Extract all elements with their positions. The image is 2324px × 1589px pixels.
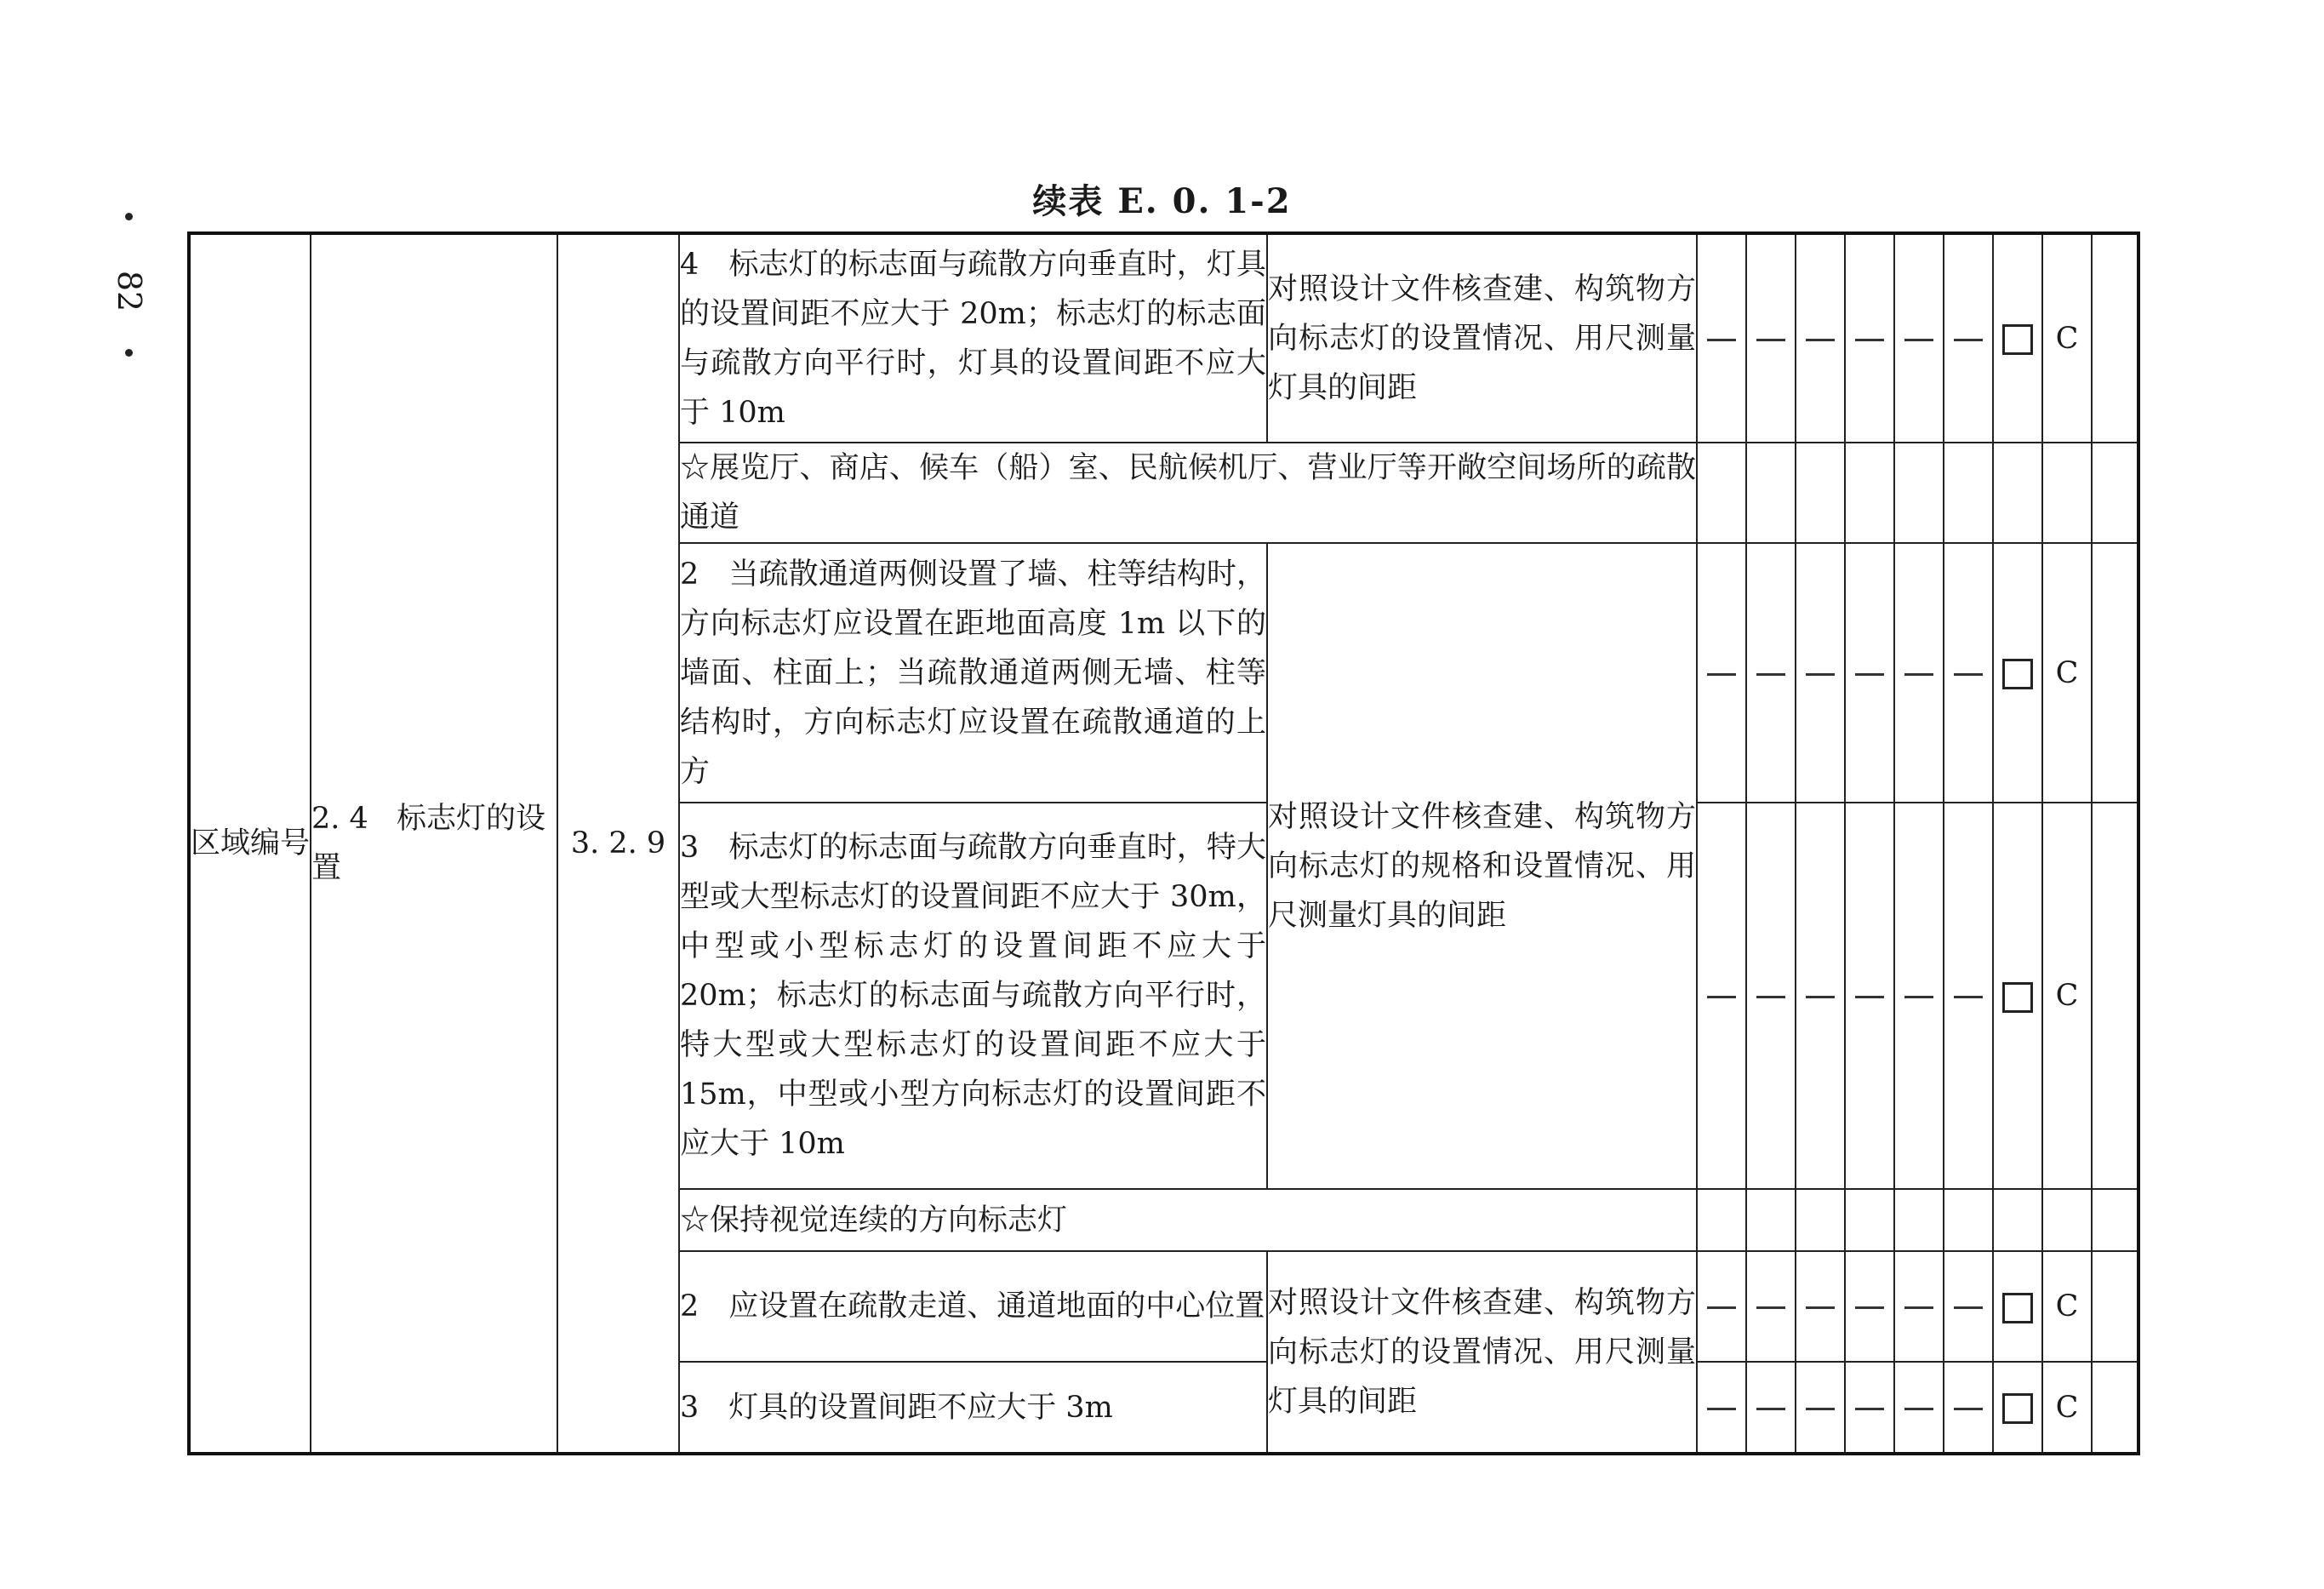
- result-dash: [1697, 1251, 1746, 1362]
- result-dash: [1697, 233, 1746, 443]
- blank-cell: [2092, 1189, 2138, 1251]
- checkbox-cell[interactable]: [1993, 803, 2042, 1189]
- blank-cell: [1944, 1189, 1993, 1251]
- page-number: [106, 213, 153, 357]
- grade-cell: C: [2042, 233, 2092, 443]
- checkbox-cell[interactable]: [1993, 1362, 2042, 1454]
- blank-cell: [2092, 543, 2138, 803]
- requirement-cell: 2 当疏散通道两侧设置了墙、柱等结构时，方向标志灯应设置在距地面高度 1m 以下的墙面、柱面上；当疏散通道两侧无墙、柱等结构时，方向标志灯应设置在疏散通道的上方: [679, 543, 1267, 803]
- blank-cell: [1796, 443, 1845, 543]
- result-dash: [1746, 803, 1796, 1189]
- method-cell: 对照设计文件核查建、构筑物方向标志灯的规格和设置情况、用尺测量灯具的间距: [1267, 543, 1697, 1189]
- result-dash: [1944, 803, 1993, 1189]
- result-dash: [1697, 543, 1746, 803]
- blank-cell: [1697, 1189, 1746, 1251]
- blank-cell: [2092, 443, 2138, 543]
- result-dash: [1796, 543, 1845, 803]
- result-dash: [1746, 233, 1796, 443]
- result-dash: [1697, 1362, 1746, 1454]
- table-row: [189, 233, 2138, 443]
- blank-cell: [1894, 1189, 1944, 1251]
- requirement-cell: 4 标志灯的标志面与疏散方向垂直时，灯具的设置间距不应大于 20m；标志灯的标志面与疏散方向平行时，灯具的设置间距不应大于 10m: [679, 233, 1267, 443]
- grade-cell: C: [2042, 803, 2092, 1189]
- checkbox[interactable]: [2002, 659, 2033, 689]
- blank-cell: [1796, 1189, 1845, 1251]
- blank-cell: [1993, 443, 2042, 543]
- result-dash: [1796, 233, 1845, 443]
- result-dash: [1845, 1362, 1894, 1454]
- method-cell: 对照设计文件核查建、构筑物方向标志灯的设置情况、用尺测量灯具的间距: [1267, 1251, 1697, 1454]
- category-cell: [311, 233, 557, 1454]
- table-title: 续表 E. 0. 1-2: [1032, 181, 1292, 221]
- result-dash: [1746, 1251, 1796, 1362]
- checkbox[interactable]: [2002, 982, 2033, 1013]
- page-number-dot: [125, 349, 133, 357]
- result-dash: [1944, 1362, 1993, 1454]
- page-number-text: 82: [111, 270, 148, 312]
- blank-cell: [1697, 443, 1746, 543]
- area-cell: 区域编号: [189, 233, 311, 1454]
- blank-cell: [1746, 443, 1796, 543]
- result-dash: [1796, 803, 1845, 1189]
- inspection-table: [187, 231, 2140, 1455]
- result-dash: [1894, 543, 1944, 803]
- blank-cell: [1944, 443, 1993, 543]
- blank-cell: [1894, 443, 1944, 543]
- result-dash: [1697, 803, 1746, 1189]
- checkbox[interactable]: [2002, 324, 2033, 355]
- result-dash: [1944, 233, 1993, 443]
- checkbox-cell[interactable]: [1993, 233, 2042, 443]
- result-dash: [1845, 233, 1894, 443]
- blank-cell: [2092, 233, 2138, 443]
- requirement-cell: 3 灯具的设置间距不应大于 3m: [679, 1362, 1267, 1454]
- checkbox-cell[interactable]: [1993, 543, 2042, 803]
- checkbox[interactable]: [2002, 1293, 2033, 1323]
- result-dash: [1746, 1362, 1796, 1454]
- result-dash: [1796, 1362, 1845, 1454]
- blank-cell: [2092, 803, 2138, 1189]
- result-dash: [1894, 1362, 1944, 1454]
- result-dash: [1944, 1251, 1993, 1362]
- checkbox[interactable]: [2002, 1393, 2033, 1424]
- grade-cell: C: [2042, 543, 2092, 803]
- result-dash: [1894, 1251, 1944, 1362]
- result-dash: [1944, 543, 1993, 803]
- method-cell: 对照设计文件核查建、构筑物方向标志灯的设置情况、用尺测量灯具的间距: [1267, 233, 1697, 443]
- blank-cell: [1993, 1189, 2042, 1251]
- result-dash: [1894, 233, 1944, 443]
- blank-cell: [2092, 1251, 2138, 1362]
- result-dash: [1845, 543, 1894, 803]
- clause-cell: 3. 2. 9: [557, 233, 679, 1454]
- checkbox-cell[interactable]: [1993, 1251, 2042, 1362]
- blank-cell: [2042, 443, 2092, 543]
- category-label: 标志灯的设置: [311, 802, 546, 885]
- blank-cell: [2042, 1189, 2092, 1251]
- result-dash: [1845, 1251, 1894, 1362]
- grade-cell: C: [2042, 1362, 2092, 1454]
- blank-cell: [1746, 1189, 1796, 1251]
- category-number: 2. 4: [311, 802, 368, 836]
- result-dash: [1845, 803, 1894, 1189]
- requirement-cell: 2 应设置在疏散走道、通道地面的中心位置: [679, 1251, 1267, 1362]
- result-dash: [1796, 1251, 1845, 1362]
- blank-cell: [1845, 443, 1894, 543]
- result-dash: [1746, 543, 1796, 803]
- result-dash: [1894, 803, 1944, 1189]
- requirement-cell: 3 标志灯的标志面与疏散方向垂直时，特大型或大型标志灯的设置间距不应大于 30m，中型或小型标志灯的设置间距不应大于 20m；标志灯的标志面与疏散方向平行时，特大型或大型标志灯的设置间距不应大于 15m，中型或小型方向标志灯的设置间距不应大于 10m: [679, 803, 1267, 1189]
- section-heading: ☆保持视觉连续的方向标志灯: [679, 1189, 1697, 1251]
- grade-cell: C: [2042, 1251, 2092, 1362]
- section-heading: ☆展览厅、商店、候车（船）室、民航候机厅、营业厅等开敞空间场所的疏散通道: [679, 443, 1697, 543]
- blank-cell: [1845, 1189, 1894, 1251]
- blank-cell: [2092, 1362, 2138, 1454]
